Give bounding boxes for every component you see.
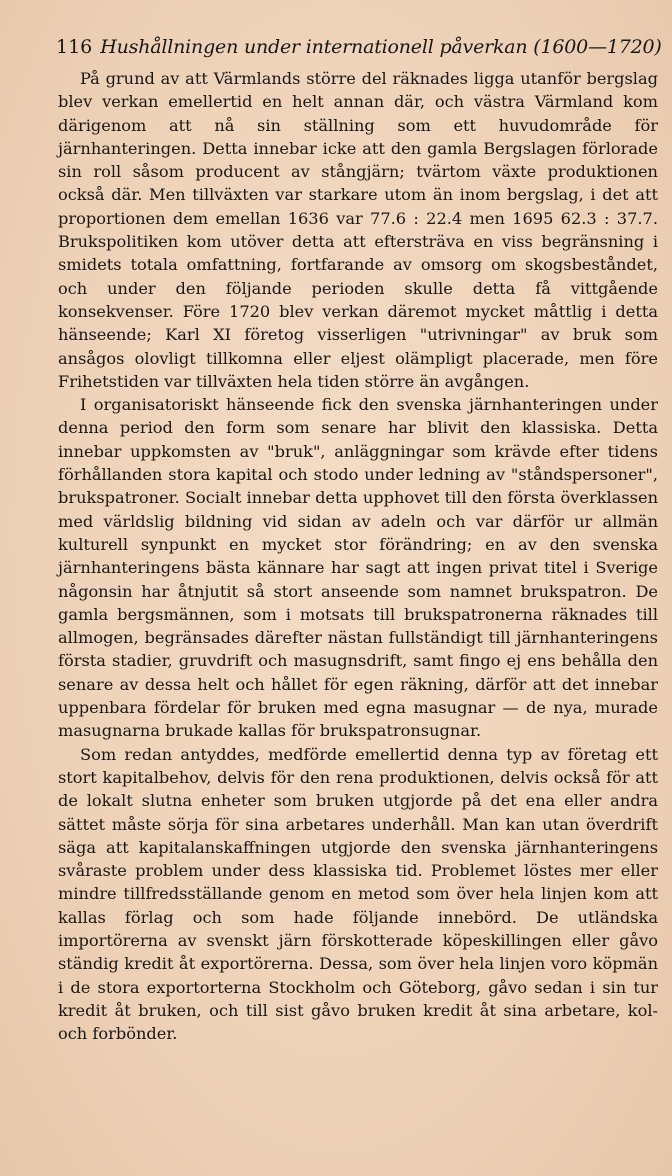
paragraph: På grund av att Värmlands större del räknades ligga utanför bergslag blev verkan emellertid en helt annan där, och västra Värmland kom därigenom att nå sin ställning som ett huvudområde för järnhanteringen. Detta innebar icke att den gamla Bergslagen förlorade sin roll såsom producent av stångjärn; tvärtom växte produktionen också där. Men tillväxten var starkare utom än inom bergslag, i det att proportionen dem emellan 1636 var 77.6 : 22.4 men 1695 62.3 : 37.7. Brukspolitiken kom utöver detta att eftersträva en viss begränsning i smidets totala omfattning, fortfarande av omsorg om skogsbeståndet, och under den följande perioden skulle detta få vittgående konsekvenser. Före 1720 blev verkan däremot mycket måttlig i detta hänseende; Karl XI företog visserligen "utrivningar" av bruk som ansågos olovligt tillkomna eller eljest olämpligt placerade, men före Frihetstiden var tillväxten hela tiden större än avgången. bbox=[58, 69, 658, 391]
body-text bbox=[58, 67, 658, 1045]
paragraph: Som redan antyddes, medförde emellertid denna typ av företag ett stort kapitalbehov, delvis för den rena produktionen, delvis också för att de lokalt slutna enheter som bruken utgjorde på det ena eller andra sättet måste sörja för sina arbetares underhåll. Man kan utan överdrift säga att kapitalanskaffningen utgjorde den svenska järnhanteringens svåraste problem under dess klassiska tid. Problemet löstes mer eller mindre tillfredsställande genom en metod som över hela linjen kom att kallas förlag och som hade följande innebörd. De utländska importörerna av svenskt järn förskotterade köpeskillingen eller gåvo ständig kredit åt exportörerna. Dessa, som över hela linjen voro köpmän i de stora exportorterna Stockholm och Göteborg, gåvo sedan i sin tur kredit åt bruken, och till sist gåvo bruken kredit åt sina arbetare, kol- och forbönder. bbox=[58, 744, 658, 1044]
page-header bbox=[56, 36, 662, 58]
page-number: 116 bbox=[56, 36, 93, 58]
paragraph: I organisatoriskt hänseende fick den svenska järnhanteringen under denna period den form som senare har blivit den klassiska. Detta innebar uppkomsten av "bruk", anläggningar som krävde efter tidens förhållanden stora kapital och stodo under ledning av "ståndspersoner", brukspatroner. Socialt innebar detta upphovet till den första överklassen med världslig bildning vid sidan av adeln och var därför ur allmän kulturell synpunkt en mycket stor förändring; en av den svenska järnhanteringens bästa kännare har sagt att ingen privat titel i Sverige någonsin har åtnjutit så stort anseende som namnet brukspatron. De gamla bergsmännen, som i motsats till brukspatronerna räknades till allmogen, begränsades därefter nästan fullständigt till järnhanteringens första stadier, gruvdrift och masugnsdrift, samt fingo ej ens behålla den senare av dessa helt och hållet för egen räkning, därför att det innebar uppenbara fördelar för bruken med egna masugnar — de nya, murade masugnarna brukade kallas för brukspatronsugnar. bbox=[58, 395, 658, 741]
running-title: Hushållningen under internationell påverkan (1600—1720) bbox=[100, 36, 662, 58]
